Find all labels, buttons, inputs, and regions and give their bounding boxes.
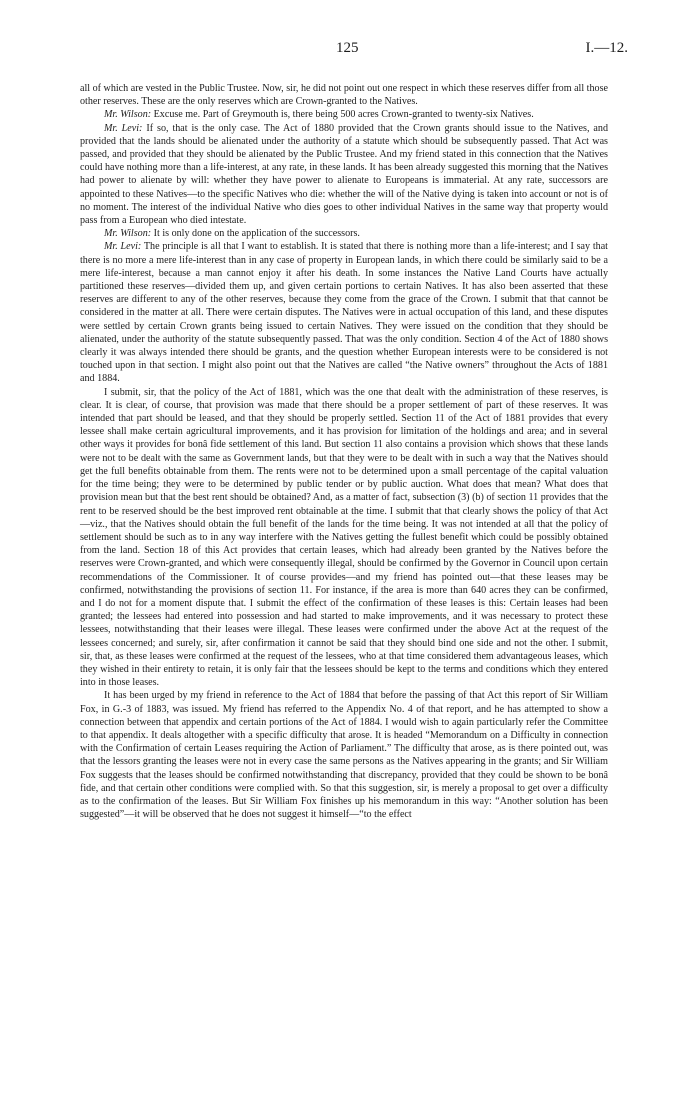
paragraph-text: The principle is all that I want to establish. It is stated that there is nothing more than a life-interest; and I say that there is no more a mere life-interest than in any case of property in European lands, in which there could be similarly said to be a mere life-interest, because a man cannot enjoy it after his death. In some instances the Native Land Courts have actually partitioned these reserves—divided them up, and given certain portions to certain Natives. It has also been asserted that these reserves are different to any of the other reserves, because they come from the grace of the Crown. I submit that that cannot be considered in the matter at all. There were certain disputes. The Natives were in actual occupation of this land, and these disputes were settled by certain Crown grants being issued to certain Natives. They were issued on the condition that they should be alienated, under the authority of the statute subsequently passed. That was the only condition. Section 4 of the Act of 1880 shows clearly it was always intended there should be grants, and the question whether European interests were to be considered is not touched upon in that section. I might also point out that the Natives are called “the Native owners” throughout the Acts of 1881 and 1884. — [80, 241, 608, 385]
speaker-label: Mr. Wilson: — [104, 109, 152, 121]
paragraph — [80, 122, 608, 228]
paragraph — [80, 240, 608, 385]
paragraph — [80, 82, 608, 108]
page-number: 125 — [336, 40, 359, 56]
paragraph — [80, 227, 608, 240]
paragraph-text: If so, that is the only case. The Act of 1880 provided that the Crown grants should issue to the Natives, and provided that the lands should be alienated under the authority of a statute which should be subsequently passed. That Act was passed, and provided that they should be alienated by the Public Trustee. And my friend stated in this connection that the Natives could have nothing more than a life-interest, at any rate, in these lands. It has been already suggested this morning that the Natives had power to alienate by will: whether they have power to alienate to Europeans is immaterial. At any rate, successors are appointed to these Natives—to the specific Natives who die: whether the will of the Native dying is taken into account or not is of no moment. The interest of the individual Native who dies goes to other individual Natives in the same way that property would pass from a European who died intestate. — [80, 122, 608, 227]
paragraph-text: Excuse me. Part of Greymouth is, there being 500 acres Crown-granted to twenty-six Natives. — [153, 109, 534, 121]
paragraph-text: all of which are vested in the Public Trustee. Now, sir, he did not point out one respect in which these reserves differ from all those other reserves. These are the only reserves which are Crown-granted to the Natives. — [80, 83, 608, 108]
paragraph — [80, 386, 608, 690]
paragraph — [80, 689, 608, 821]
page-header — [0, 40, 700, 64]
body-text — [80, 82, 608, 821]
paragraph-text: It has been urged by my friend in reference to the Act of 1884 that before the passing of that Act this report of Sir William Fox, in G.-3 of 1883, was issued. My friend has referred to the Appendix No. 4 of that report, and he has attempted to show a connection between that appendix and certain portions of the Act of 1884. I would wish to again particularly refer the Committee to that appendix. It deals altogether with a specific difficulty that arose. It is headed “Memorandum on a Difficulty in connection with the Confirmation of certain Leases requiring the Action of Parliament.” The difficulty that arose, as is there pointed out, was that the lessors granting the leases were not in every case the same persons as the Natives appearing in the grants; and Sir William Fox suggests that the leases should be confirmed notwithstanding that discrepancy, provided that they could be shown to be bonâ fide, and that certain other conditions were complied with. So that this suggestion, sir, is merely a proposal to get over a difficulty as to the confirmation of the leases. But Sir William Fox finishes up his memorandum in this way: “Another solution has been suggested”—it will be observed that he does not suggest it himself—“to the effect — [80, 690, 608, 821]
speaker-label: Mr. Wilson: — [104, 228, 152, 240]
paragraph-text: It is only done on the application of the successors. — [153, 228, 360, 240]
speaker-label: Mr. Levi: — [104, 122, 143, 134]
paragraph — [80, 108, 608, 121]
paragraph-text: I submit, sir, that the policy of the Act of 1881, which was the one that dealt with the administration of these reserves, is clear. It is clear, of course, that provision was made that there should be a proper settlement of part of these reserves. It was intended that part should be leased, and that they should be properly settled. Section 11 of the Act of 1881 provides that every lessee shall make certain agricultural improvements, and it has provision for limitation of the holdings and area; and in several other ways it provides for bonâ fide settlement of this land. But section 11 also contains a provision which shows that these lands were not to be dealt with the same as Government lands, but that they were to be dealt with in such a way that the Natives should get the full benefits obtainable from them. The rents were not to be determined upon a small percentage of the capital valuation for the time being; they were to be determined by public tender or by public auction. What does that mean? What does that provision mean but that the best rent should be obtained? And, as a matter of fact, subsection (3) (b) of section 11 provides that the rent to be reserved should be the best improved rent obtainable at the time. I submit that that clearly shows the policy of that Act—viz., that the Natives should obtain the full benefit of the lands for the time being. It was not intended at all that the policy of settlement should be such as to in any way interfere with the Natives getting the fullest benefit which could be possibly obtained from the land. Section 18 of this Act provides that certain leases, which had already been granted by the Natives before the reserves were Crown-granted, and which were consequently illegal, should be confirmed by the Governor in Council upon certain recommendations of the Commissioner. It of course provides—and my friend has pointed out—that these leases may be confirmed, notwithstanding the provisions of section 11. For instance, if the area is more than 640 acres they can be confirmed, and I do not for a moment dispute that. I submit the effect of the confirmation of these leases is this: Certain leases had been granted; the lessees had entered into possession and had started to make improvements, and it was necessary to protect these lessees, notwithstanding that their leases were illegal. These leases were confirmed under the above Act at the request of the lessees concerned; and surely, sir, after confirmation it cannot be said that they should bind one side and not the other. I submit, sir, that, as these leases were confirmed at the request of the lessees, who at that time considered them advantageous leases, which they wished in their entirety to retain, it is only fair that the lessees should be kept to the terms and conditions which they entered into in those leases. — [80, 386, 608, 689]
document-reference: I.—12. — [585, 40, 628, 56]
speaker-label: Mr. Levi: — [104, 241, 142, 253]
